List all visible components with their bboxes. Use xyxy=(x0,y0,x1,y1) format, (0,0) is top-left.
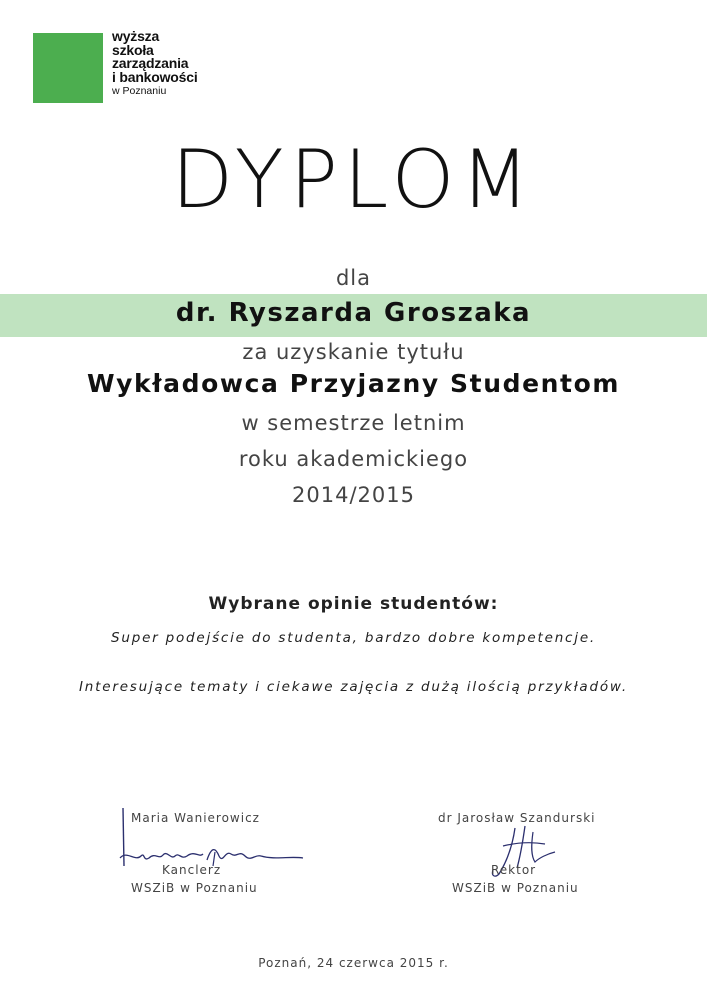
diploma-title: DYPLOM xyxy=(171,133,536,226)
reason-text: za uzyskanie tytułu xyxy=(242,340,465,364)
semester-text: w semestrze letnim xyxy=(241,411,466,435)
logo-line: i bankowości xyxy=(112,68,198,85)
signature-right xyxy=(485,822,575,882)
academic-year: 2014/2015 xyxy=(292,483,415,507)
logo-square xyxy=(33,33,103,103)
signatory-name: dr Jarosław Szandurski xyxy=(438,811,596,825)
signatory-role: Kanclerz xyxy=(162,863,222,877)
opinions-title: Wybrane opinie studentów: xyxy=(208,594,499,614)
award-title: Wykładowca Przyjazny Studentom xyxy=(86,369,621,398)
logo-line: szkoła xyxy=(112,41,154,58)
recipient-name: dr. Ryszarda Groszaka xyxy=(175,298,532,328)
signature-left xyxy=(115,800,315,870)
logo-subtitle: w Poznaniu xyxy=(112,85,167,97)
opinion-item: Interesujące tematy i ciekawe zajęcia z dużą ilością przykładów. xyxy=(79,679,628,695)
signatory-org: WSZiB w Poznaniu xyxy=(452,881,579,895)
signatory-name: Maria Wanierowicz xyxy=(131,811,260,825)
opinion-item: Super podejście do studenta, bardzo dobre kompetencje. xyxy=(110,630,597,646)
for-label: dla xyxy=(335,266,372,290)
signatory-org: WSZiB w Poznaniu xyxy=(131,881,258,895)
academic-year-label: roku akademickiego xyxy=(238,447,469,471)
signatory-role: Rektor xyxy=(491,863,537,877)
logo-line: wyższa xyxy=(112,28,160,44)
logo-line: zarządzania xyxy=(112,55,189,71)
logo-text xyxy=(112,30,198,98)
place-date: Poznań, 24 czerwca 2015 r. xyxy=(258,956,449,970)
